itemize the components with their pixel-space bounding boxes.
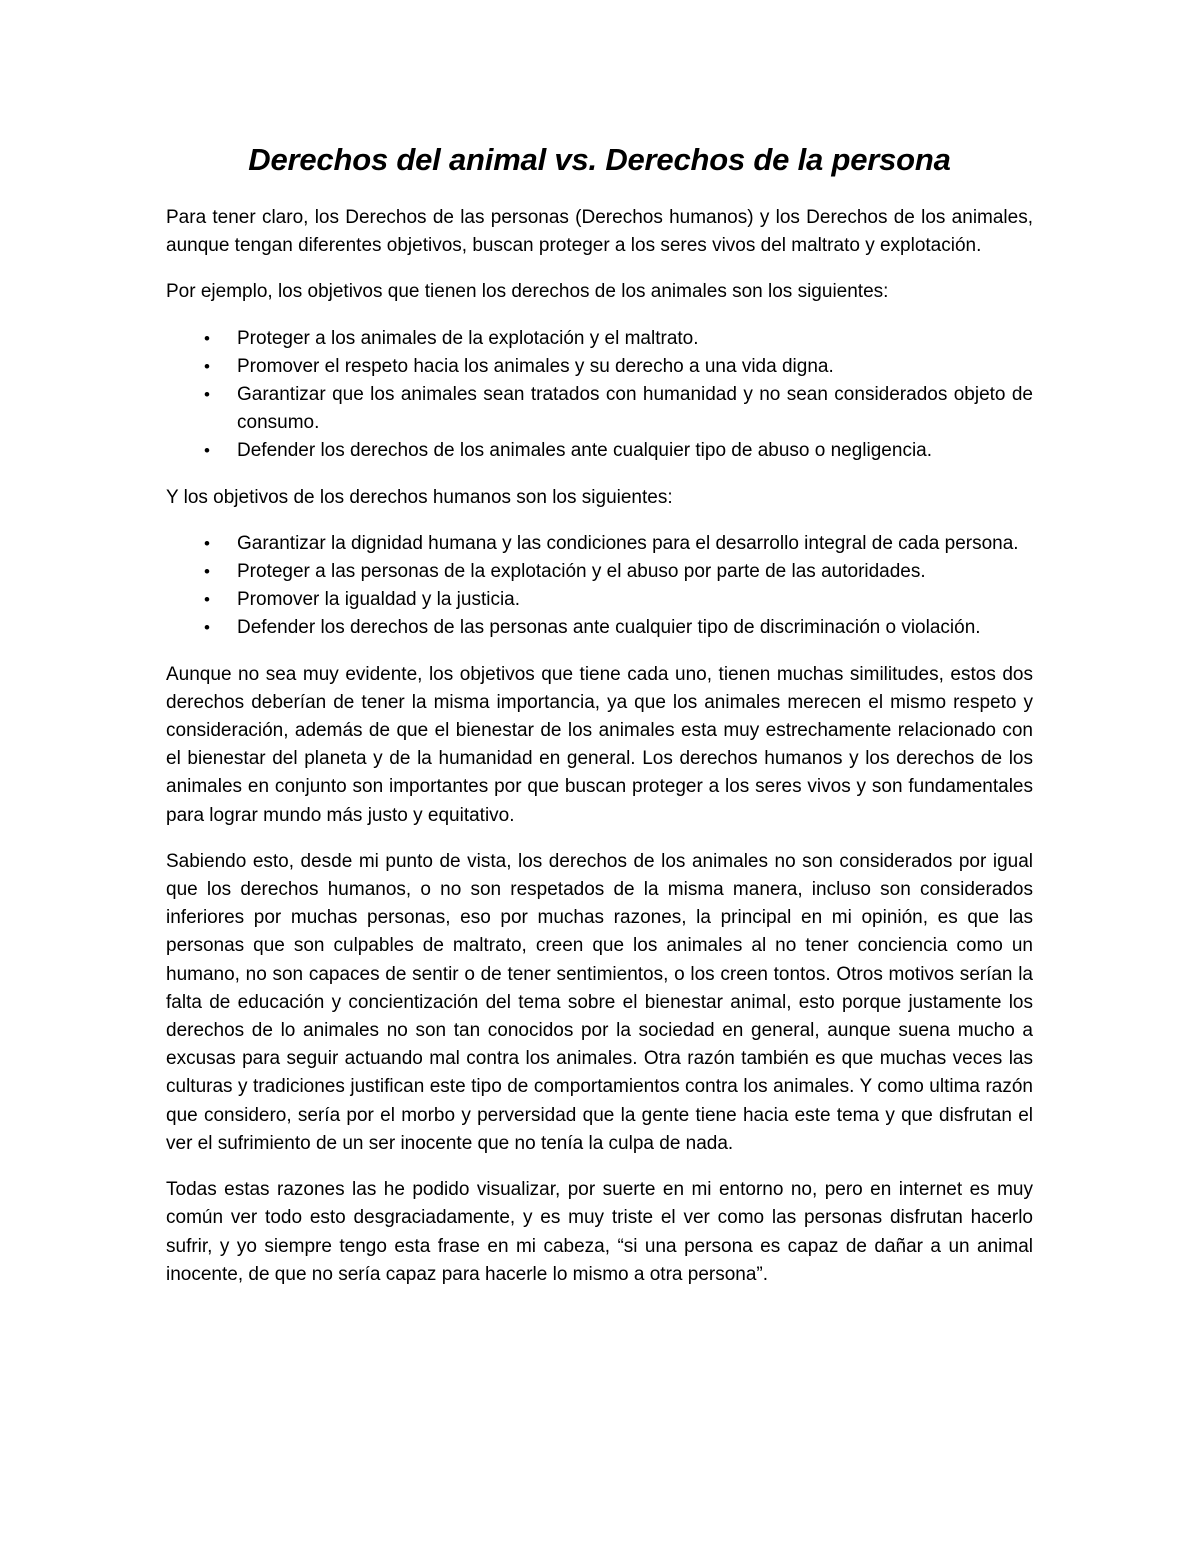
bullet-icon: • — [204, 441, 210, 461]
human-objectives-lead: Y los objetivos de los derechos humanos son los siguientes: — [166, 486, 673, 508]
list-item-text: Proteger a las personas de la explotación y el abuso por parte de las autoridades. — [237, 561, 926, 583]
document-title: Derechos del animal vs. Derechos de la persona — [248, 142, 951, 177]
list-item-text: Defender los derechos de los animales ante cualquier tipo de abuso o negligencia. — [237, 440, 933, 462]
bullet-icon: • — [204, 562, 210, 582]
list-item-text: Proteger a los animales de la explotación y el maltrato. — [237, 327, 699, 349]
animal-objectives-lead: Por ejemplo, los objetivos que tienen los derechos de los animales son los siguientes: — [166, 281, 889, 303]
bullet-icon: • — [204, 533, 210, 553]
closing-paragraph: Todas estas razones las he podido visualizar, por suerte en mi entorno no, pero en internet es muy común ver todo esto desgraciadamente, y es muy triste el ver como las personas disfrutan hacerlo sufrir, y yo siempre tengo esta frase en mi cabeza, “si una persona es capaz de dañar a un animal inocente, de que no sería capaz para hacerle lo mismo a otra persona”. — [166, 1179, 1033, 1285]
bullet-icon: • — [204, 618, 210, 638]
bullet-icon: • — [204, 590, 210, 610]
bullet-icon: • — [204, 328, 210, 348]
bullet-icon: • — [204, 356, 210, 376]
list-item-text: Promover el respeto hacia los animales y su derecho a una vida digna. — [237, 355, 834, 377]
list-item-text: Garantizar la dignidad humana y las condiciones para el desarrollo integral de cada persona. — [237, 532, 1019, 554]
list-item — [166, 325, 1033, 353]
bullet-icon: • — [204, 385, 210, 405]
animal-objectives-list — [166, 325, 1033, 466]
human-objectives-list — [166, 530, 1033, 643]
list-item — [166, 353, 1033, 381]
list-item — [166, 614, 1033, 642]
list-item — [166, 558, 1033, 586]
list-item — [166, 530, 1033, 558]
list-item — [166, 586, 1033, 614]
intro-paragraph: Para tener claro, los Derechos de las personas (Derechos humanos) y los Derechos de los animales, aunque tengan diferentes objetivos, buscan proteger a los seres vivos del maltrato y explotación. — [166, 207, 1033, 257]
list-item — [166, 437, 1033, 465]
list-item-text: Promover la igualdad y la justicia. — [237, 589, 521, 611]
opinion-paragraph: Sabiendo esto, desde mi punto de vista, los derechos de los animales no son considerados por igual que los derechos humanos, o no son respetados de la misma manera, incluso son considerados inferiores por muchas personas, eso por muchas razones, la principal en mi opinión, es que las personas que son culpables de maltrato, creen que los animales al no tener conciencia como un humano, no son capaces de sentir o de tener sentimientos, o los creen tontos. Otros motivos serían la falta de educación y concientización del tema sobre el bienestar animal, esto porque justamente los derechos de lo animales no son tan conocidos por la sociedad en general, aunque suena mucho a excusas para seguir actuando mal contra los animales. Otra razón también es que muchas veces las culturas y tradiciones justifican este tipo de comportamientos contra los animales. Y como ultima razón que considero, sería por el morbo y perversidad que la gente tiene hacia este tema y que disfrutan el ver el sufrimiento de un ser inocente que no tenía la culpa de nada. — [166, 850, 1033, 1154]
list-item — [166, 381, 1033, 437]
similarities-paragraph: Aunque no sea muy evidente, los objetivos que tiene cada uno, tienen muchas similitudes, estos dos derechos deberían de tener la misma importancia, ya que los animales merecen el mismo respeto y consideración, además de que el bienestar de los animales esta muy estrechamente relacionado con el bienestar del planeta y de la humanidad en general. Los derechos humanos y los derechos de los animales en conjunto son importantes por que buscan proteger a los seres vivos y son fundamentales para lograr mundo más justo y equitativo. — [166, 663, 1033, 826]
list-item-text: Garantizar que los animales sean tratados con humanidad y no sean considerados objeto de consumo. — [237, 384, 1033, 434]
document-page — [166, 140, 1033, 1307]
list-item-text: Defender los derechos de las personas ante cualquier tipo de discriminación o violación. — [237, 617, 981, 639]
